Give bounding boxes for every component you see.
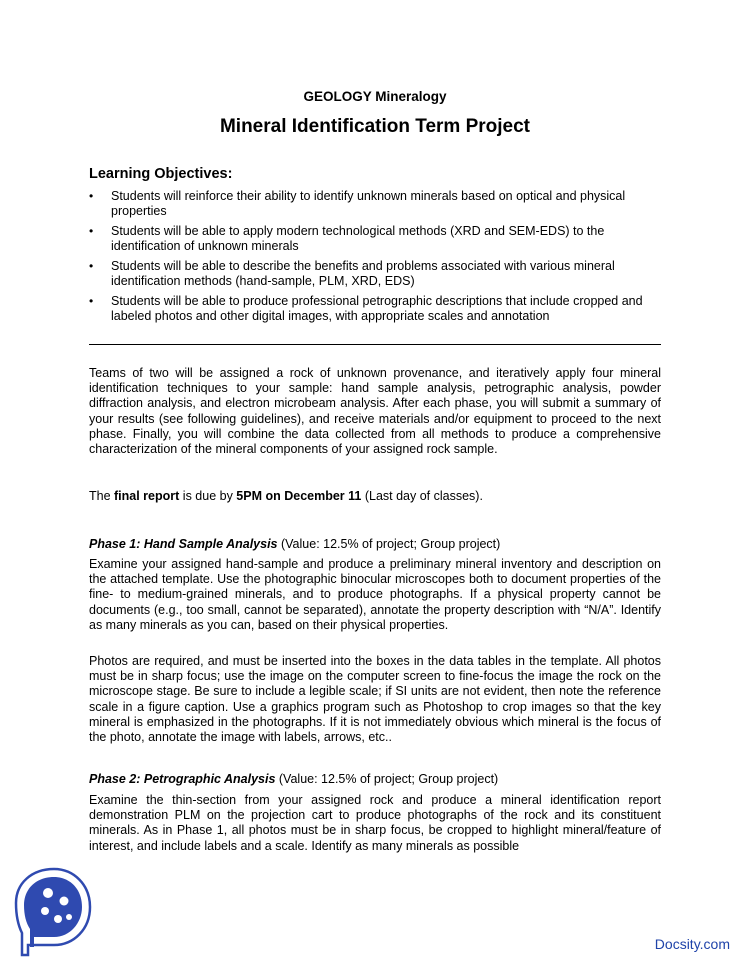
section-divider	[89, 344, 661, 345]
intro-paragraph: Teams of two will be assigned a rock of unknown provenance, and iteratively apply four mineral identification techniques to your sample: hand sample analysis, petrographic analysis, powder diffraction analysis, and electron microbeam analysis. After each phase, you will submit a summary of your results (see following guidelines), and receive materials and/or equipment to proceed to the next phase. Finally, you will combine the data collected from all methods to produce a comprehensive characterization of the mineral components of your assigned rock sample.	[89, 366, 661, 457]
objective-item: • Students will be able to describe the benefits and problems associated with various mineral identification methods (hand-sample, PLM, XRD, EDS)	[89, 259, 659, 289]
phase1-value: (Value: 12.5% of project; Group project)	[277, 537, 501, 551]
objective-item: • Students will be able to apply modern technological methods (XRD and SEM-EDS) to the identification of unknown minerals	[89, 224, 659, 254]
docsity-brand[interactable]: Docsity.com	[654, 936, 730, 952]
phase1-paragraph-1: Examine your assigned hand-sample and produce a preliminary mineral inventory and description on the attached template. Use the photographic binocular microscopes both to document properties of the fine- to medium-grained minerals, and to produce photographs. If a physical property cannot be documents (e.g., too small, cannot be separated), annotate the property description with “N/A”. Identify as many minerals as you can, based on their physical properties.	[89, 557, 661, 632]
docsity-logo-icon	[12, 863, 94, 959]
final-report-line	[89, 489, 661, 504]
page-title: Mineral Identification Term Project	[219, 116, 531, 137]
objectives-heading: Learning Objectives:	[89, 166, 233, 182]
final-report-label: final report	[114, 489, 180, 503]
phase2-title: Phase 2: Petrographic Analysis	[89, 772, 276, 786]
objectives-list	[89, 189, 659, 329]
phase2-value: (Value: 12.5% of project; Group project)	[275, 772, 499, 786]
objective-item: • Students will be able to produce professional petrographic descriptions that include cropped and labeled photos and other digital images, with appropriate scales and annotation	[89, 294, 659, 324]
objective-item: • Students will reinforce their ability to identify unknown minerals based on optical and physical properties	[89, 189, 659, 219]
phase1-title: Phase 1: Hand Sample Analysis	[89, 537, 278, 551]
phase1-paragraph-2: Photos are required, and must be inserted into the boxes in the data tables in the template. All photos must be in sharp focus; use the image on the computer screen to fine-focus the image the rock on the microscope stage. Be sure to include a legible scale; if SI units are not evident, then note the reference scale in a figure caption. Use a graphics program such as Photoshop to crop images so that the key mineral is emphasized in the photographs. If it is not immediately obvious which mineral is the focus of the photo, annotate the image with labels, arrows, etc..	[89, 654, 661, 745]
final-report-suffix: (Last day of classes).	[361, 489, 483, 503]
course-header: GEOLOGY Mineralogy	[303, 89, 447, 104]
phase2-heading	[89, 772, 661, 787]
final-report-prefix: The	[89, 489, 115, 503]
final-report-deadline: 5PM on December 11	[236, 489, 362, 503]
phase1-heading	[89, 537, 661, 552]
final-report-middle: is due by	[179, 489, 237, 503]
phase2-paragraph-1: Examine the thin-section from your assigned rock and produce a mineral identification report demonstration PLM on the projection cart to produce photographs of the rock and its constituent minerals. As in Phase 1, all photos must be in sharp focus, be cropped to highlight mineral/feature of interest, and include labels and a scale. Identify as many minerals as possible	[89, 793, 661, 853]
